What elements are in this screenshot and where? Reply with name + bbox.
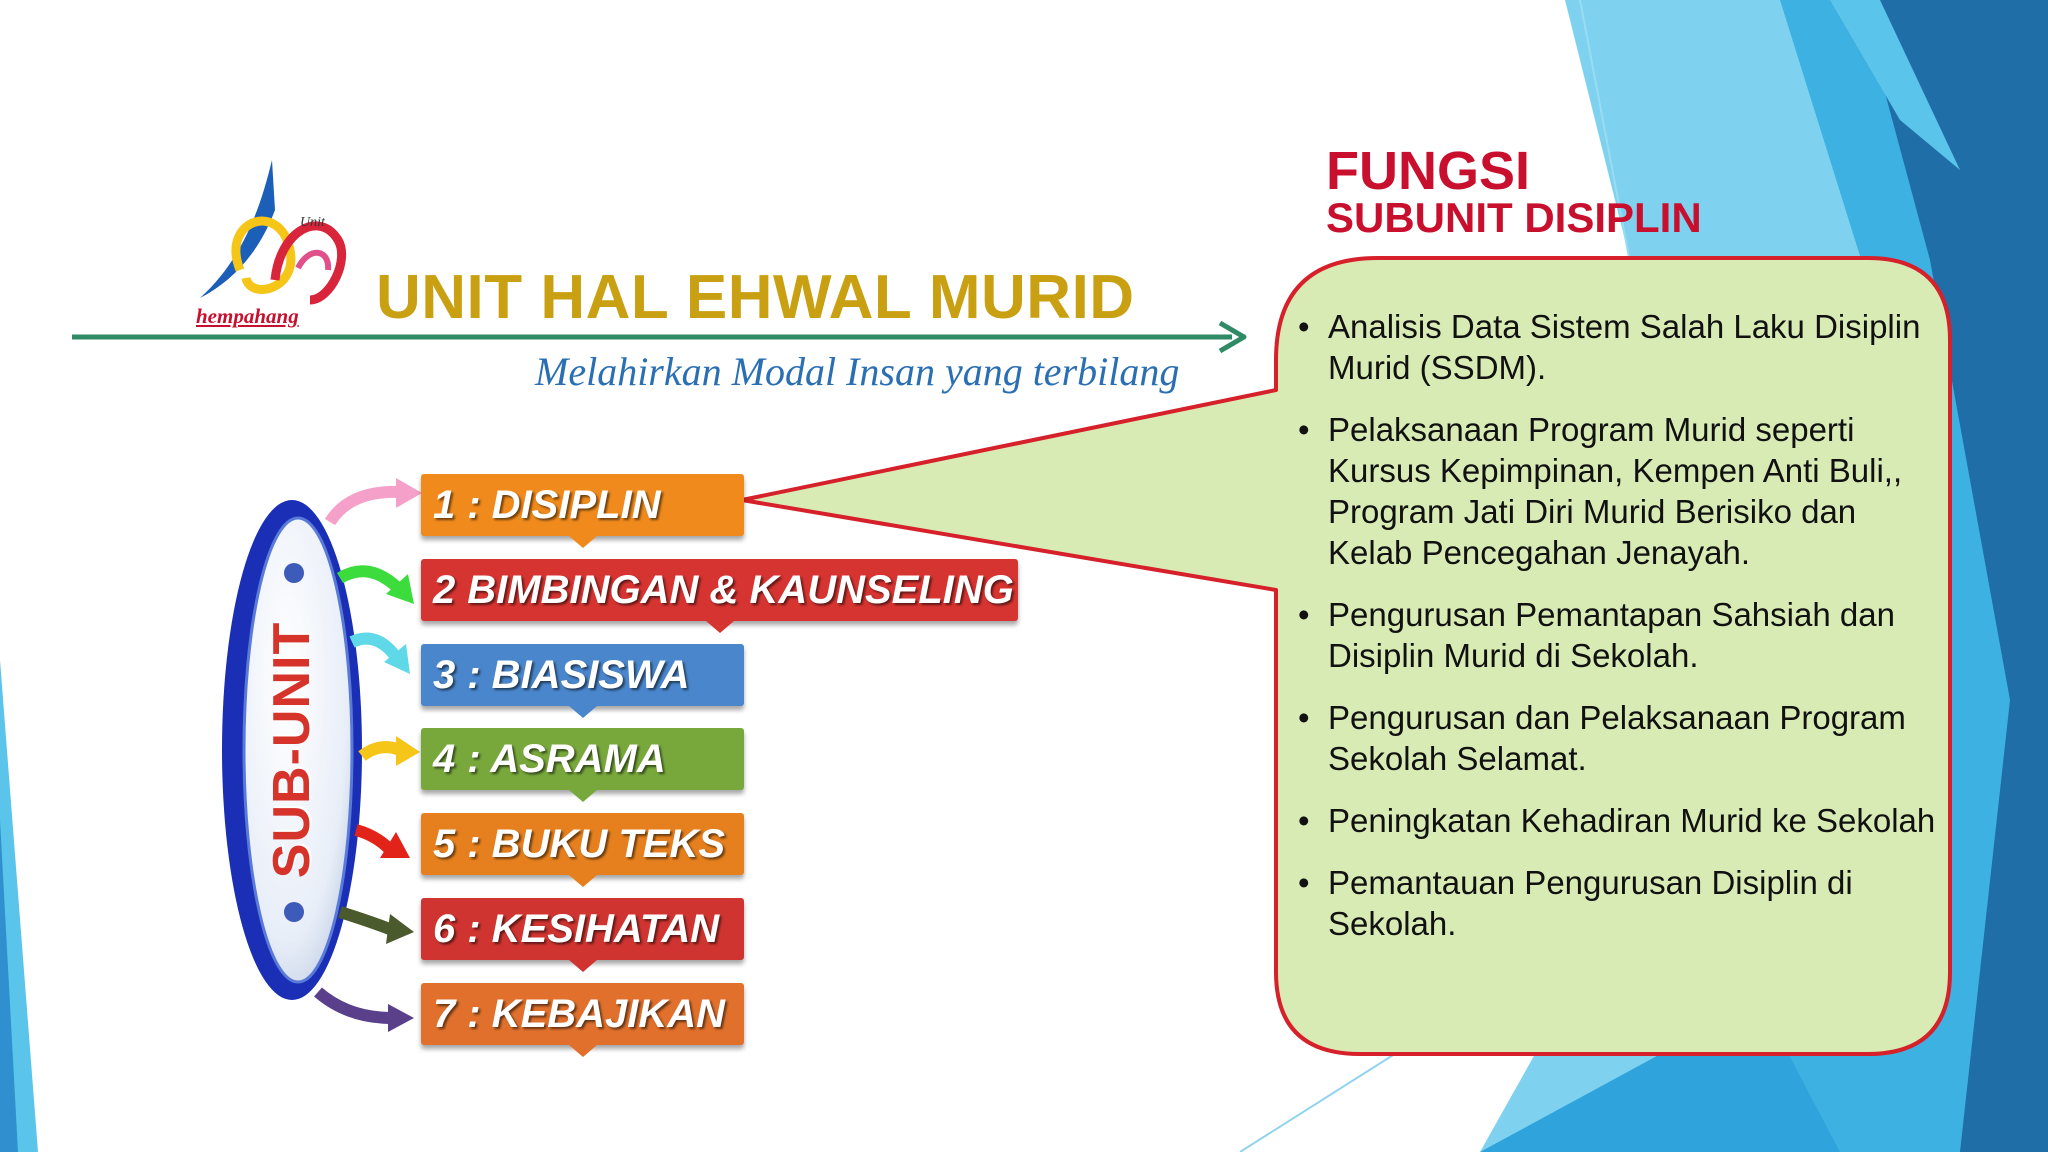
tagline: Melahirkan Modal Insan yang terbilang (535, 349, 1180, 394)
subunit-bar-kesihatan (421, 898, 744, 960)
subunit-bar-label: : DISIPLIN (467, 482, 661, 527)
subunit-number: 3 (433, 652, 456, 697)
fungsi-title: FUNGSI (1326, 141, 1531, 201)
arrow-7 (318, 992, 414, 1032)
subunit-bar-biasiswa (421, 644, 744, 706)
subunit-bar-asrama (421, 728, 744, 790)
subunit-bar-label: : KEBAJIKAN (467, 991, 726, 1036)
subunit-bar-label: : ASRAMA (467, 736, 666, 781)
subunit-number: 1 (433, 482, 456, 527)
subunit-number: 4 (433, 736, 456, 781)
subunit-bar-buku-teks (421, 813, 744, 875)
arrow-4 (362, 736, 420, 766)
fungsi-item: • Pelaksanaan Program Murid seperti Kursus Kepimpinan, Kempen Anti Buli,, Program Jati Diri Murid Berisiko dan Kelab Pencegahan Jenayah. (1298, 409, 1938, 573)
subunit-bar-bimbingan (421, 559, 1018, 621)
arrow-1 (330, 478, 422, 522)
subunit-bar-kebajikan (421, 983, 744, 1045)
arrow-2 (340, 571, 414, 604)
subunit-number: 5 (433, 821, 456, 866)
subunit-number: 2 (433, 567, 456, 612)
subunit-bar-label: : BUKU TEKS (467, 821, 726, 866)
subunit-label: SUB-UNIT (263, 621, 321, 879)
page-title: UNIT HAL EHWAL MURID (376, 263, 1135, 332)
fungsi-item: • Pengurusan dan Pelaksanaan Program Sekolah Selamat. (1298, 697, 1938, 779)
fungsi-item: • Peningkatan Kehadiran Murid ke Sekolah (1298, 800, 1938, 841)
fungsi-subtitle: SUBUNIT DISIPLIN (1326, 194, 1702, 241)
arrow-3 (352, 639, 410, 674)
logo-unit-label: Unit (300, 215, 325, 230)
fungsi-item: • Analisis Data Sistem Salah Laku Disiplin Murid (SSDM). (1298, 306, 1938, 388)
subunit-number: 7 (433, 991, 456, 1036)
logo-wordmark: hempahang (196, 304, 299, 328)
subunit-bar-label: : BIASISWA (467, 652, 690, 697)
fungsi-item: • Pengurusan Pemantapan Sahsiah dan Disiplin Murid di Sekolah. (1298, 594, 1938, 676)
subunit-bar-label: BIMBINGAN & KAUNSELING (467, 567, 1014, 612)
subunit-bar-disiplin (421, 474, 744, 536)
arrow-5 (356, 830, 410, 858)
subunit-number: 6 (433, 906, 456, 951)
fungsi-item: • Pemantauan Pengurusan Disiplin di Sekolah. (1298, 862, 1938, 944)
arrow-6 (340, 912, 414, 944)
subunit-bar-label: : KESIHATAN (467, 906, 720, 951)
